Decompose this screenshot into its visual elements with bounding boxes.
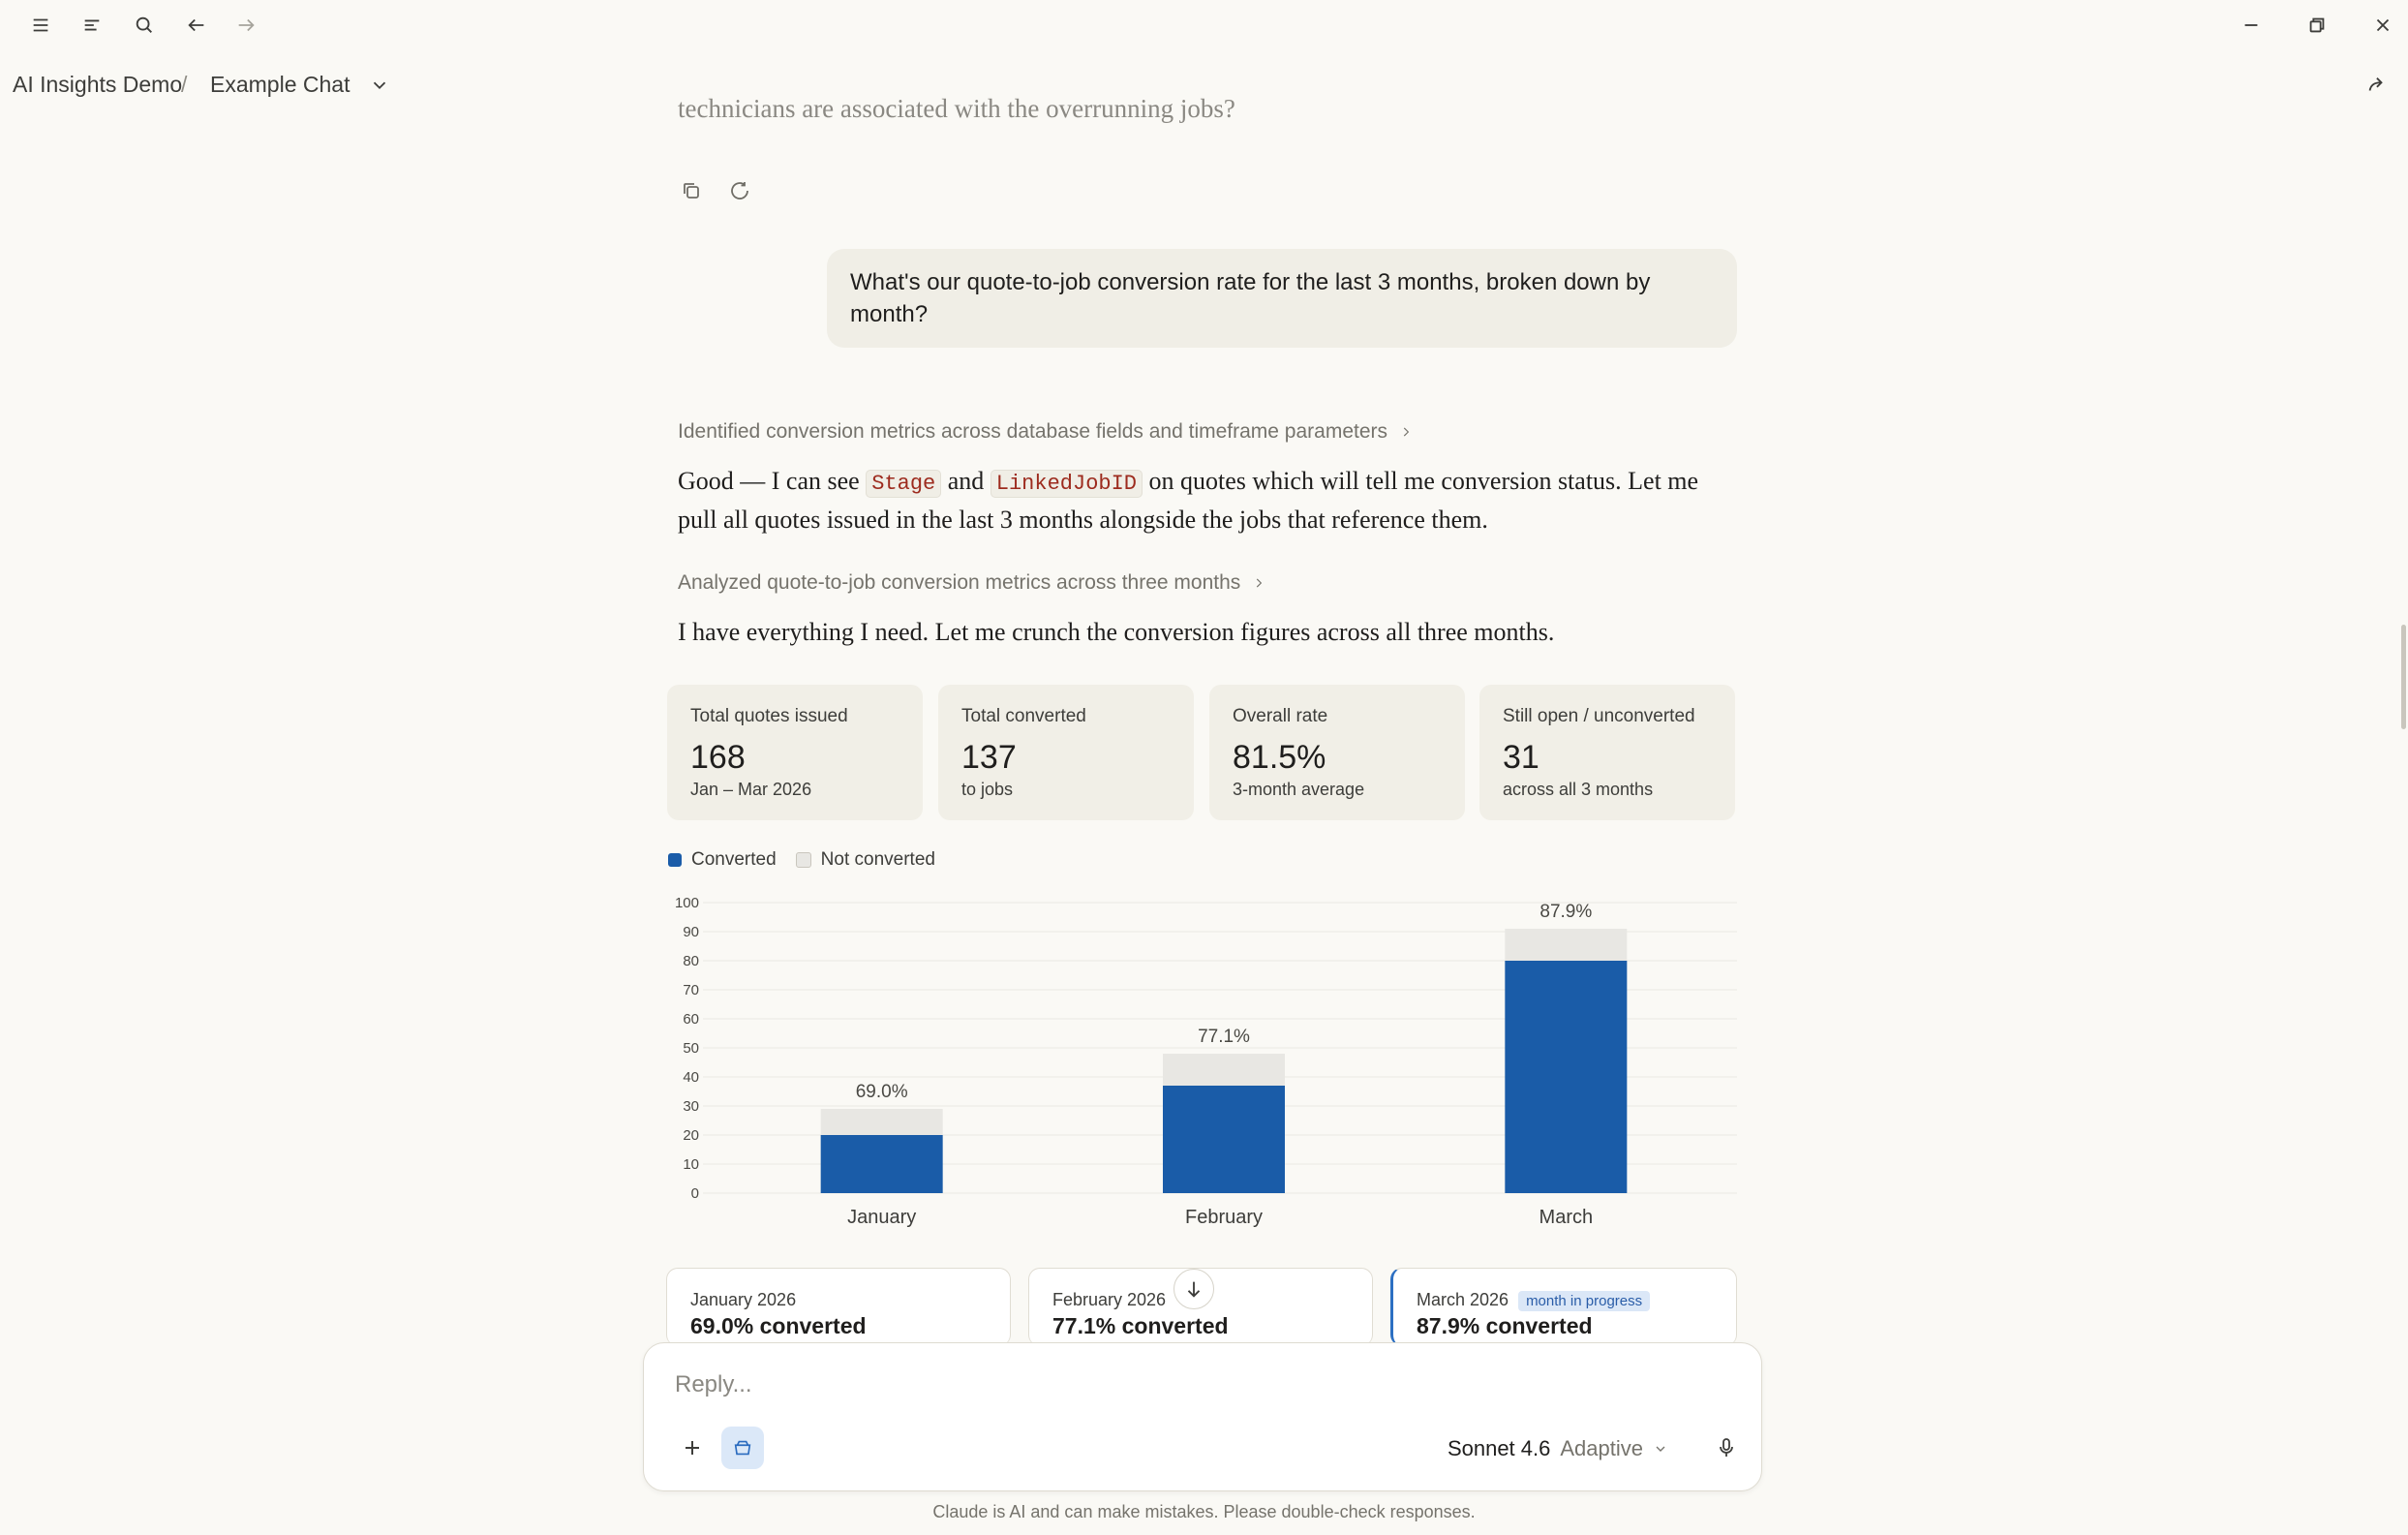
data-label: 69.0% <box>855 1082 908 1102</box>
reply-composer <box>643 1342 1762 1491</box>
chevron-right-icon <box>1399 425 1413 439</box>
y-tick-label: 10 <box>683 1156 699 1173</box>
data-label: 87.9% <box>1539 902 1593 922</box>
arrow-left-icon[interactable] <box>181 10 212 41</box>
response-text: Good — I can see <box>678 467 867 495</box>
stat-value: 168 <box>690 739 746 776</box>
chevron-down-icon[interactable] <box>364 70 395 101</box>
y-tick-label: 70 <box>683 982 699 998</box>
arrow-right-icon[interactable] <box>230 10 261 41</box>
month-label <box>1417 1290 1650 1311</box>
legend-swatch-not-converted <box>796 852 811 868</box>
breadcrumb-project[interactable]: AI Insights Demo <box>13 72 183 97</box>
message-actions <box>678 177 753 204</box>
bar-not-converted <box>1505 929 1627 961</box>
legend-swatch-converted <box>668 853 682 867</box>
x-tick-label: January <box>847 1207 917 1228</box>
user-message: What's our quote-to-job conversion rate for the last 3 months, broken down by month? <box>827 249 1737 348</box>
chart-legend <box>668 849 935 871</box>
legend-label-not-converted: Not converted <box>820 849 935 870</box>
y-tick-label: 40 <box>683 1069 699 1086</box>
project-knowledge-button[interactable] <box>721 1427 764 1469</box>
copy-icon[interactable] <box>678 177 705 204</box>
stat-sub: 3-month average <box>1233 780 1365 799</box>
stat-value: 31 <box>1503 739 1539 776</box>
assistant-response-1 <box>678 463 1743 537</box>
y-tick-label: 50 <box>683 1040 699 1057</box>
box-icon <box>732 1437 753 1458</box>
previous-response-text: technicians are associated with the overrunning jobs? <box>678 94 1235 123</box>
month-card-january <box>666 1268 1011 1346</box>
assistant-response-2: I have everything I need. Let me crunch the conversion figures across all three months. <box>678 618 1555 646</box>
bar-converted <box>821 1135 943 1193</box>
chevron-right-icon <box>1252 576 1265 590</box>
search-icon[interactable] <box>129 10 160 41</box>
chevron-down-icon <box>1653 1441 1668 1457</box>
thinking-summary-2[interactable] <box>678 571 1265 595</box>
stat-value: 81.5% <box>1233 739 1326 776</box>
title-bar <box>0 0 2408 50</box>
y-tick-label: 80 <box>683 953 699 969</box>
inline-code-linkedjobid: LinkedJobID <box>991 470 1143 498</box>
stat-sub: Jan – Mar 2026 <box>690 780 812 799</box>
response-text: and <box>941 467 991 495</box>
minimize-icon[interactable] <box>2236 10 2267 41</box>
stat-sub: across all 3 months <box>1503 780 1654 799</box>
bar-not-converted <box>821 1109 943 1135</box>
model-selector[interactable] <box>1448 1436 1668 1461</box>
reply-input[interactable] <box>673 1365 1548 1405</box>
stat-value: 137 <box>961 739 1017 776</box>
stat-label: Total converted <box>961 706 1086 726</box>
breadcrumb-separator: / <box>181 72 188 97</box>
stat-card-still-open <box>1479 685 1735 820</box>
microphone-icon <box>1715 1436 1738 1459</box>
month-converted: 69.0% converted <box>690 1313 867 1338</box>
conversion-bar-chart <box>668 886 1743 1235</box>
y-tick-label: 20 <box>683 1127 699 1144</box>
month-in-progress-badge: month in progress <box>1518 1291 1650 1311</box>
y-tick-label: 0 <box>690 1185 699 1202</box>
month-converted: 77.1% converted <box>1052 1313 1229 1338</box>
bar-converted <box>1163 1086 1285 1193</box>
share-icon[interactable] <box>2361 70 2392 101</box>
y-tick-label: 90 <box>683 924 699 940</box>
thinking-summary-label: Analyzed quote-to-job conversion metrics across three months <box>678 571 1241 594</box>
scrollbar-thumb[interactable] <box>2401 625 2406 729</box>
bar-converted <box>1505 961 1627 1193</box>
stat-label: Still open / unconverted <box>1503 706 1695 726</box>
stat-card-total-converted <box>938 685 1194 820</box>
chat-title[interactable]: Example Chat <box>210 72 351 97</box>
disclaimer: Claude is AI and can make mistakes. Please double-check responses. <box>932 1502 1476 1521</box>
scroll-to-bottom-button[interactable] <box>1174 1269 1214 1309</box>
x-tick-label: March <box>1539 1207 1594 1228</box>
thinking-summary-1[interactable] <box>678 420 1413 444</box>
model-name: Sonnet 4.6 <box>1447 1436 1551 1460</box>
month-card-march <box>1390 1268 1737 1346</box>
retry-icon[interactable] <box>726 177 753 204</box>
bar-not-converted <box>1163 1054 1285 1086</box>
y-tick-label: 100 <box>674 895 699 911</box>
stat-card-overall-rate <box>1209 685 1465 820</box>
model-mode: Adaptive <box>1560 1436 1643 1460</box>
month-label: January 2026 <box>690 1290 797 1309</box>
response-text: on quotes which will tell me conversion status. Let me pull all quotes issued in the last 3 months alongside the jobs that reference them. <box>678 467 1699 534</box>
plus-icon <box>681 1436 704 1459</box>
thinking-summary-label: Identified conversion metrics across database fields and timeframe parameters <box>678 420 1388 443</box>
stat-label: Total quotes issued <box>690 706 848 726</box>
arrow-down-icon <box>1183 1278 1204 1300</box>
legend-label-converted: Converted <box>691 849 777 870</box>
hamburger-menu-icon[interactable] <box>25 10 56 41</box>
month-label: February 2026 <box>1052 1290 1167 1309</box>
sidebar-icon[interactable] <box>76 10 107 41</box>
y-tick-label: 60 <box>683 1011 699 1028</box>
stat-card-total-quotes <box>667 685 923 820</box>
x-tick-label: February <box>1184 1207 1264 1228</box>
inline-code-stage: Stage <box>866 470 941 498</box>
microphone-button[interactable] <box>1705 1427 1748 1469</box>
month-name: March 2026 <box>1417 1290 1509 1309</box>
data-label: 77.1% <box>1198 1027 1250 1047</box>
month-converted: 87.9% converted <box>1417 1313 1593 1338</box>
restore-icon[interactable] <box>2301 10 2332 41</box>
stat-sub: to jobs <box>961 780 1014 799</box>
close-icon[interactable] <box>2367 10 2398 41</box>
stat-label: Overall rate <box>1233 706 1328 726</box>
add-attachment-button[interactable] <box>671 1427 714 1469</box>
y-tick-label: 30 <box>683 1098 699 1115</box>
